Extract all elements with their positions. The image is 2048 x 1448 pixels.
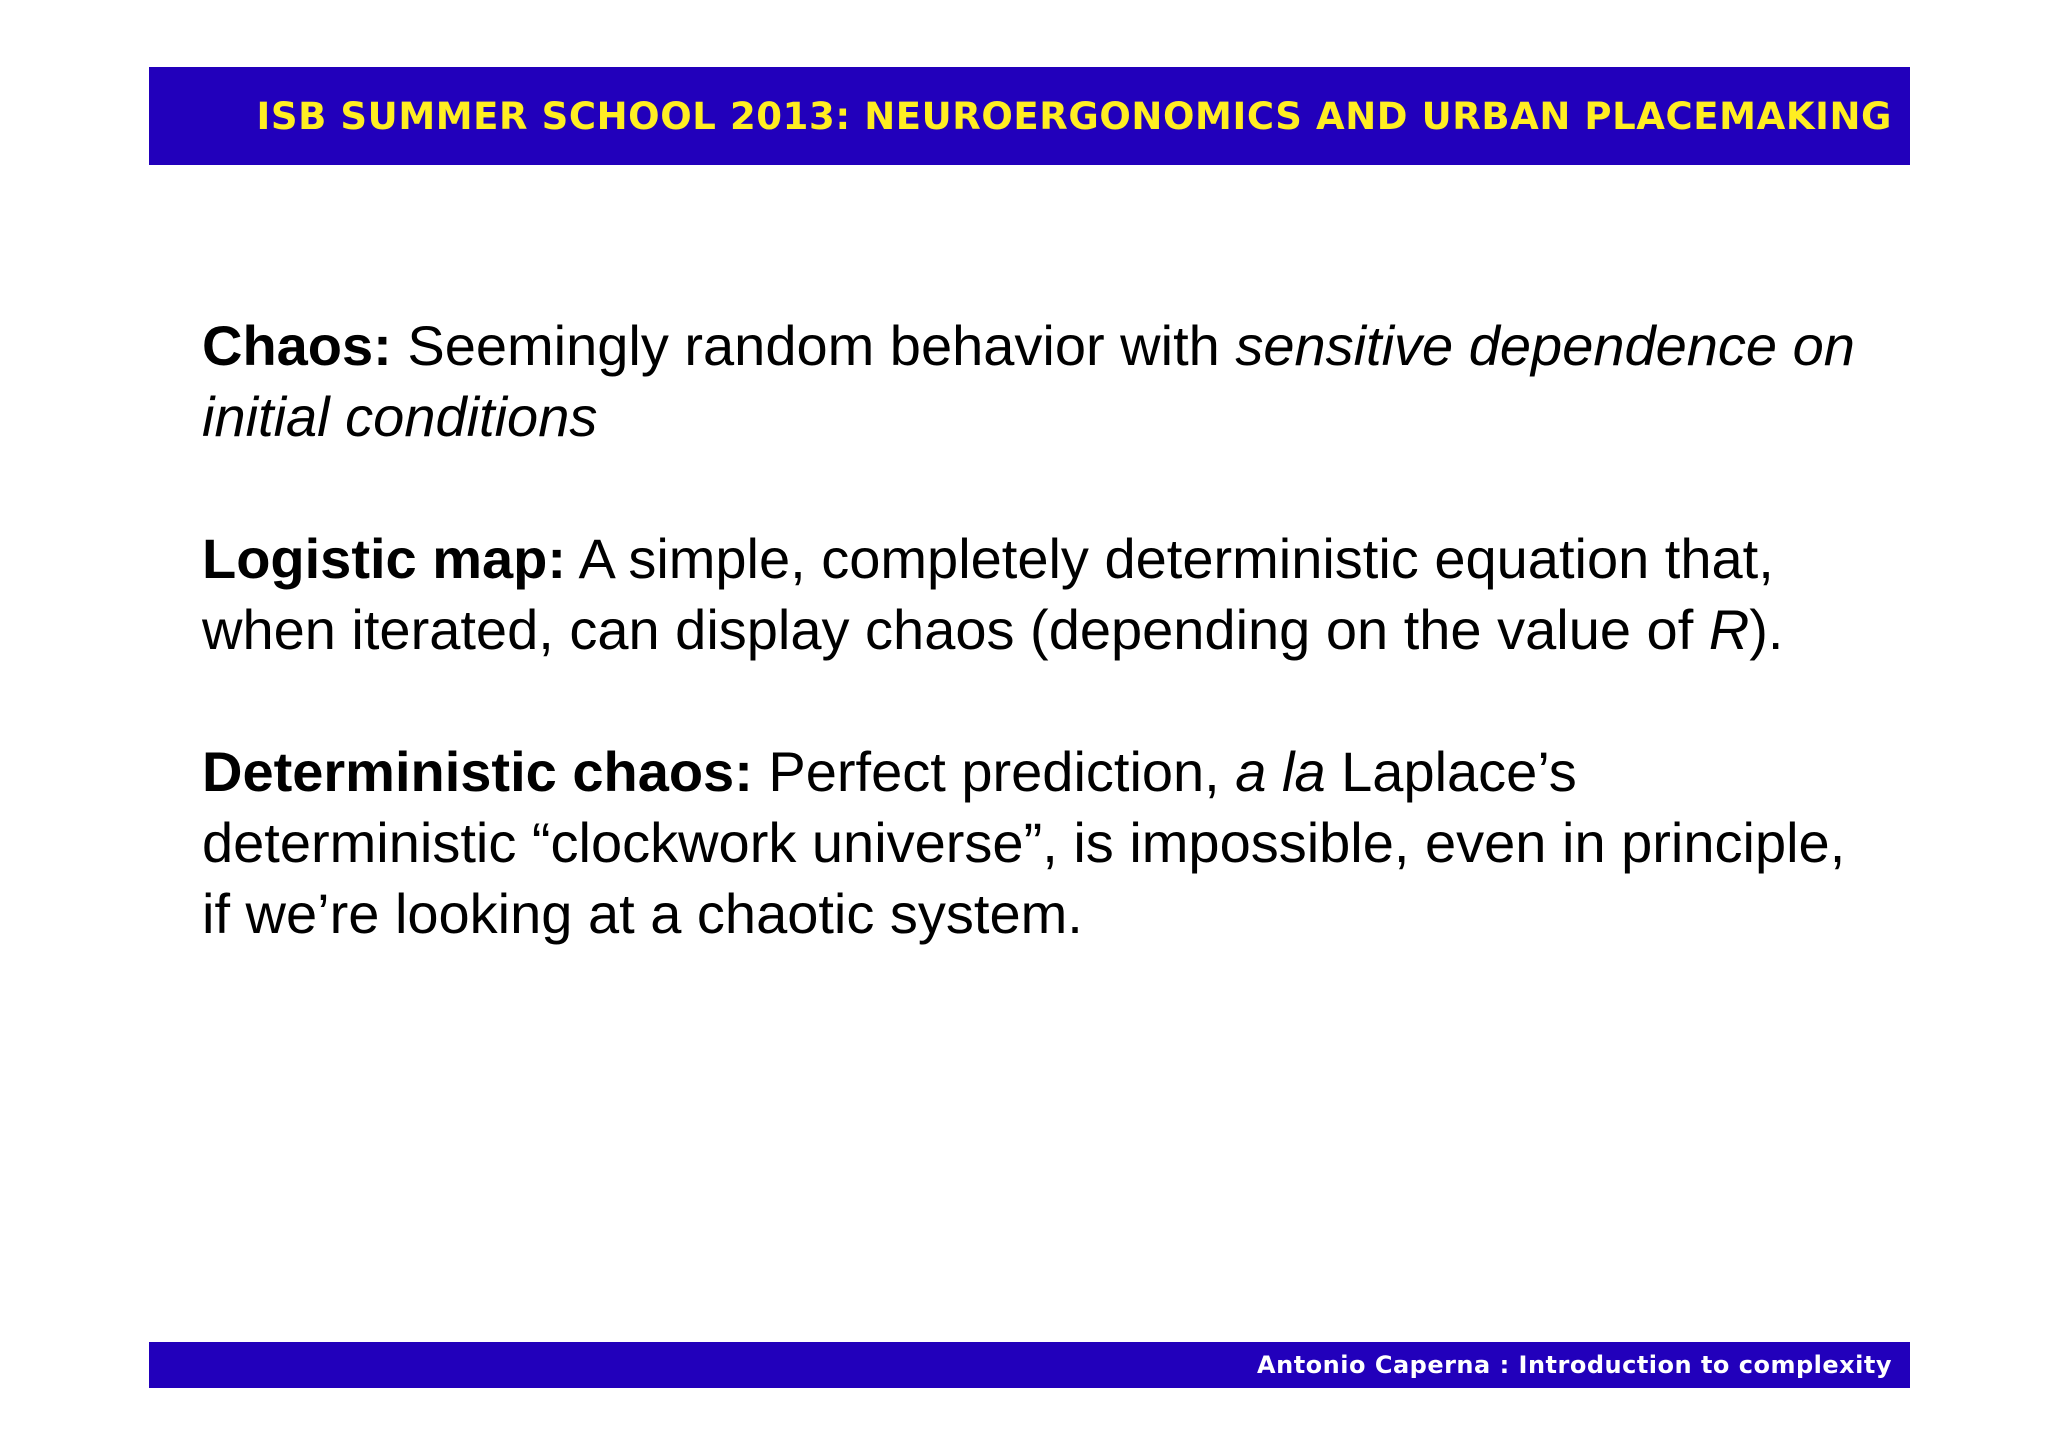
footer-author-title: Antonio Caperna : Introduction to complexity [1257, 1351, 1892, 1379]
slide-content [202, 310, 1882, 1020]
definition-text: Laplace’s deterministic “clockwork universe”, is impossible, even in principle, if we’re looking at a chaotic system. [202, 740, 1846, 945]
definition-logistic-map [202, 523, 1882, 665]
definition-deterministic-chaos [202, 736, 1882, 949]
definition-term: Logistic map: [202, 527, 567, 590]
definition-chaos [202, 310, 1882, 452]
definition-emphasis: R [1708, 598, 1750, 661]
definition-text: Perfect prediction, [752, 740, 1236, 803]
header-bar [149, 67, 1910, 165]
footer-bar [149, 1342, 1910, 1388]
definition-text: Seemingly random behavior with [391, 314, 1236, 377]
slide-header-title: ISB SUMMER SCHOOL 2013: NEUROERGONOMICS AND URBAN PLACEMAKING [256, 94, 1892, 138]
definition-text: A simple, completely deterministic equation that, when iterated, can display chaos (depending on the value of [202, 527, 1774, 661]
definition-emphasis: a la [1235, 740, 1326, 803]
definition-term: Deterministic chaos: [202, 740, 753, 803]
definition-term: Chaos: [202, 314, 392, 377]
definition-text: ). [1749, 598, 1784, 661]
definition-emphasis: sensitive dependence on initial conditions [202, 314, 1855, 448]
